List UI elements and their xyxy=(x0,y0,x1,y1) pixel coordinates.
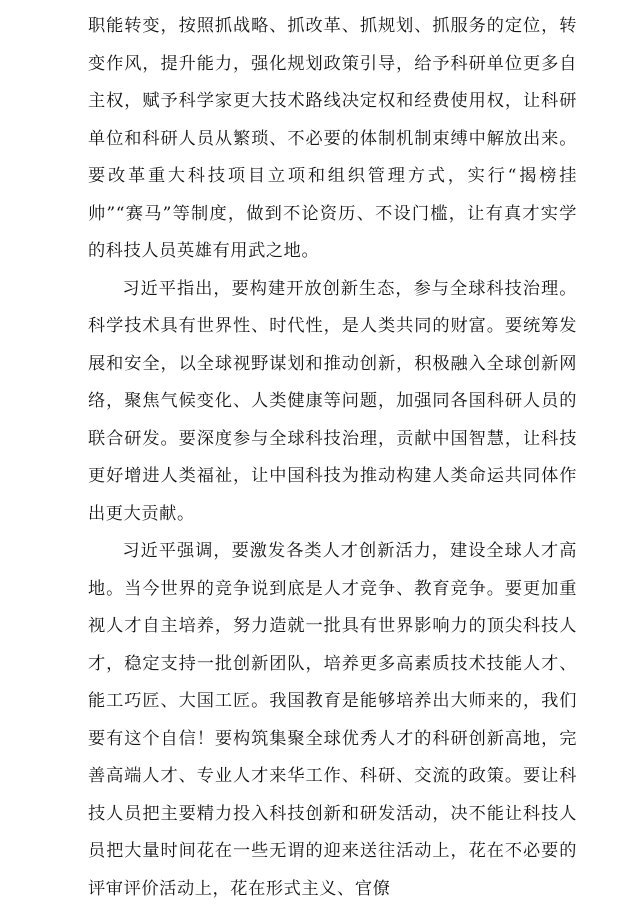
paragraph: 职能转变，按照抓战略、抓改革、抓规划、抓服务的定位，转变作风，提升能力，强化规划政策引导，给予科研单位更多自主权，赋予科学家更大技术路线决定权和经费使用权，让科研单位和科研人员从繁琐、不必要的体制机制束缚中解放出来。要改革重大科技项目立项和组织管理方式，实行“揭榜挂帅”“赛马”等制度，做到不论资历、不设门槛，让有真才实学的科技人员英雄有用武之地。 xyxy=(88,16,577,261)
paragraph: 习近平强调，要激发各类人才创新活力，建设全球人才高地。当今世界的竞争说到底是人才竞争、教育竞争。要更加重视人才自主培养，努力造就一批具有世界影响力的顶尖科技人才，稳定支持一批创新团队，培养更多高素质技术技能人才、能工巧匠、大国工匠。我国教育是能够培养出大师来的，我们要有这个自信！要构筑集聚全球优秀人才的科研创新高地，完善高端人才、专业人才来华工作、科研、交流的政策。要让科技人员把主要精力投入科技创新和研发活动，决不能让科技人员把大量时间花在一些无谓的迎来送往活动上，花在不必要的评审评价活动上，花在形式主义、官僚 xyxy=(88,541,577,899)
paragraph: 习近平指出，要构建开放创新生态，参与全球科技治理。科学技术具有世界性、时代性，是人类共同的财富。要统筹发展和安全，以全球视野谋划和推动创新，积极融入全球创新网络，聚焦气候变化、人类健康等问题，加强同各国科研人员的联合研发。要深度参与全球科技治理，贡献中国智慧，让科技更好增进人类福祉，让中国科技为推动构建人类命运共同体作出更大贡献。 xyxy=(88,278,577,524)
document-body xyxy=(88,8,577,908)
